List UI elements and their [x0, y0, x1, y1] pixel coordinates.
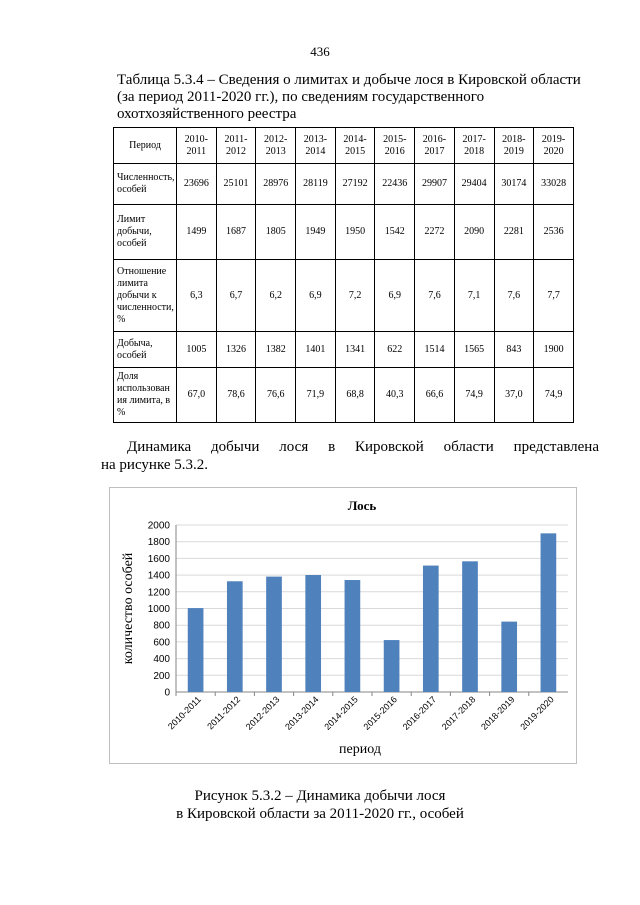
row-label-cell: Отношение лимита добычи к численности, % — [114, 260, 177, 332]
bar — [266, 577, 282, 692]
value-cell: 6,9 — [296, 260, 336, 332]
header-period-cell: 2016- 2017 — [415, 128, 455, 164]
bar — [423, 566, 439, 692]
y-tick-label: 800 — [153, 620, 170, 632]
value-cell: 27192 — [335, 164, 375, 205]
y-tick-label: 200 — [153, 670, 170, 682]
header-period-cell: 2018- 2019 — [494, 128, 534, 164]
paragraph-word: добычи — [211, 439, 260, 455]
header-period-cell: 2017- 2018 — [454, 128, 494, 164]
value-cell: 7,6 — [415, 260, 455, 332]
value-cell: 37,0 — [494, 368, 534, 423]
header-period-cell: 2012- 2013 — [256, 128, 296, 164]
row-label-cell: Лимит добычи, особей — [114, 205, 177, 260]
value-cell: 66,6 — [415, 368, 455, 423]
value-cell: 33028 — [534, 164, 574, 205]
moose-harvest-chart — [109, 487, 577, 764]
x-tick-label: 2019-2020 — [518, 694, 556, 732]
x-tick-label: 2013-2014 — [283, 694, 321, 732]
table-row — [114, 260, 574, 332]
header-period-cell: 2011- 2012 — [216, 128, 256, 164]
value-cell: 1401 — [296, 332, 336, 368]
y-tick-label: 1200 — [147, 587, 170, 599]
chart-svg — [110, 488, 578, 765]
figure-caption-line: в Кировской области за 2011-2020 гг., особей — [176, 806, 464, 822]
value-cell: 6,7 — [216, 260, 256, 332]
value-cell: 843 — [494, 332, 534, 368]
value-cell: 76,6 — [256, 368, 296, 423]
value-cell: 78,6 — [216, 368, 256, 423]
x-tick-label: 2010-2011 — [165, 694, 204, 732]
value-cell: 1900 — [534, 332, 574, 368]
x-tick-label: 2011-2012 — [205, 694, 243, 732]
y-tick-label: 1600 — [147, 553, 170, 565]
y-tick-label: 2000 — [147, 520, 170, 532]
value-cell: 2536 — [534, 205, 574, 260]
x-tick-label: 2014-2015 — [322, 694, 360, 732]
bar — [227, 581, 243, 692]
table-caption-line: Таблица 5.3.4 – Сведения о лимитах и добыче лося в Кировской области — [117, 72, 581, 88]
value-cell: 68,8 — [335, 368, 375, 423]
value-cell: 7,6 — [494, 260, 534, 332]
header-period-cell: 2014- 2015 — [335, 128, 375, 164]
value-cell: 30174 — [494, 164, 534, 205]
table-row — [114, 332, 574, 368]
figure-caption — [0, 787, 640, 823]
bar — [384, 640, 400, 692]
y-axis-title: количество особей — [121, 552, 136, 665]
x-axis-title: период — [339, 742, 381, 757]
y-tick-label: 1400 — [147, 570, 170, 582]
x-tick-label: 2012-2013 — [243, 694, 282, 732]
paragraph-word: Динамика — [127, 439, 192, 455]
paragraph-word: в — [328, 439, 336, 455]
value-cell: 1005 — [177, 332, 217, 368]
header-period-cell: 2010- 2011 — [177, 128, 217, 164]
y-tick-label: 0 — [164, 687, 170, 699]
value-cell: 2272 — [415, 205, 455, 260]
bar — [188, 608, 204, 692]
value-cell: 74,9 — [534, 368, 574, 423]
value-cell: 6,3 — [177, 260, 217, 332]
table-row — [114, 205, 574, 260]
paragraph-line-2: на рисунке 5.3.2. — [101, 457, 209, 473]
value-cell: 2281 — [494, 205, 534, 260]
value-cell: 23696 — [177, 164, 217, 205]
table-caption-line: охотхозяйственного реестра — [117, 106, 297, 122]
value-cell: 6,9 — [375, 260, 415, 332]
figure-caption-line: Рисунок 5.3.2 – Динамика добычи лося — [194, 788, 446, 804]
page-number: 436 — [310, 44, 330, 59]
row-label-cell: Доля использован ия лимита, в % — [114, 368, 177, 423]
value-cell: 1499 — [177, 205, 217, 260]
x-tick-label: 2018-2019 — [479, 694, 517, 732]
value-cell: 22436 — [375, 164, 415, 205]
value-cell: 71,9 — [296, 368, 336, 423]
y-tick-label: 1800 — [147, 537, 170, 549]
value-cell: 1687 — [216, 205, 256, 260]
y-tick-label: 400 — [153, 654, 170, 666]
value-cell: 74,9 — [454, 368, 494, 423]
value-cell: 1565 — [454, 332, 494, 368]
value-cell: 2090 — [454, 205, 494, 260]
table-header-row — [114, 128, 574, 164]
value-cell: 28976 — [256, 164, 296, 205]
value-cell: 1382 — [256, 332, 296, 368]
value-cell: 6,2 — [256, 260, 296, 332]
moose-statistics-table — [113, 127, 574, 423]
header-period-cell: 2019- 2020 — [534, 128, 574, 164]
value-cell: 1514 — [415, 332, 455, 368]
value-cell: 1805 — [256, 205, 296, 260]
table-row — [114, 164, 574, 205]
row-label-cell: Численность, особей — [114, 164, 177, 205]
paragraph-line-1 — [117, 438, 599, 456]
y-tick-label: 600 — [153, 637, 170, 649]
bar — [345, 580, 361, 692]
table-caption — [117, 72, 597, 123]
value-cell: 25101 — [216, 164, 256, 205]
table-row — [114, 368, 574, 423]
row-label-cell: Добыча, особей — [114, 332, 177, 368]
value-cell: 29907 — [415, 164, 455, 205]
bar — [305, 575, 321, 692]
value-cell: 1949 — [296, 205, 336, 260]
bar — [501, 622, 517, 692]
header-period-cell: 2013- 2014 — [296, 128, 336, 164]
chart-title: Лось — [347, 498, 377, 513]
value-cell: 7,1 — [454, 260, 494, 332]
value-cell: 7,2 — [335, 260, 375, 332]
value-cell: 7,7 — [534, 260, 574, 332]
table-caption-line: (за период 2011-2020 гг.), по сведениям государственного — [117, 89, 485, 105]
value-cell: 40,3 — [375, 368, 415, 423]
paragraph-word: представлена — [513, 439, 599, 455]
bar — [541, 533, 557, 692]
y-tick-label: 1000 — [147, 604, 170, 615]
value-cell: 1542 — [375, 205, 415, 260]
value-cell: 1341 — [335, 332, 375, 368]
x-tick-label: 2016-2017 — [400, 694, 439, 732]
paragraph-word: области — [443, 439, 494, 455]
header-period-label: Период — [114, 128, 177, 164]
x-tick-label: 2015-2016 — [361, 694, 400, 732]
header-period-cell: 2015- 2016 — [375, 128, 415, 164]
value-cell: 1326 — [216, 332, 256, 368]
value-cell: 622 — [375, 332, 415, 368]
bar — [462, 561, 478, 692]
paragraph-word: Кировской — [355, 439, 424, 455]
paragraph-word: лося — [279, 439, 309, 455]
value-cell: 67,0 — [177, 368, 217, 423]
x-tick-label: 2017-2018 — [439, 694, 478, 732]
value-cell: 28119 — [296, 164, 336, 205]
value-cell: 29404 — [454, 164, 494, 205]
value-cell: 1950 — [335, 205, 375, 260]
